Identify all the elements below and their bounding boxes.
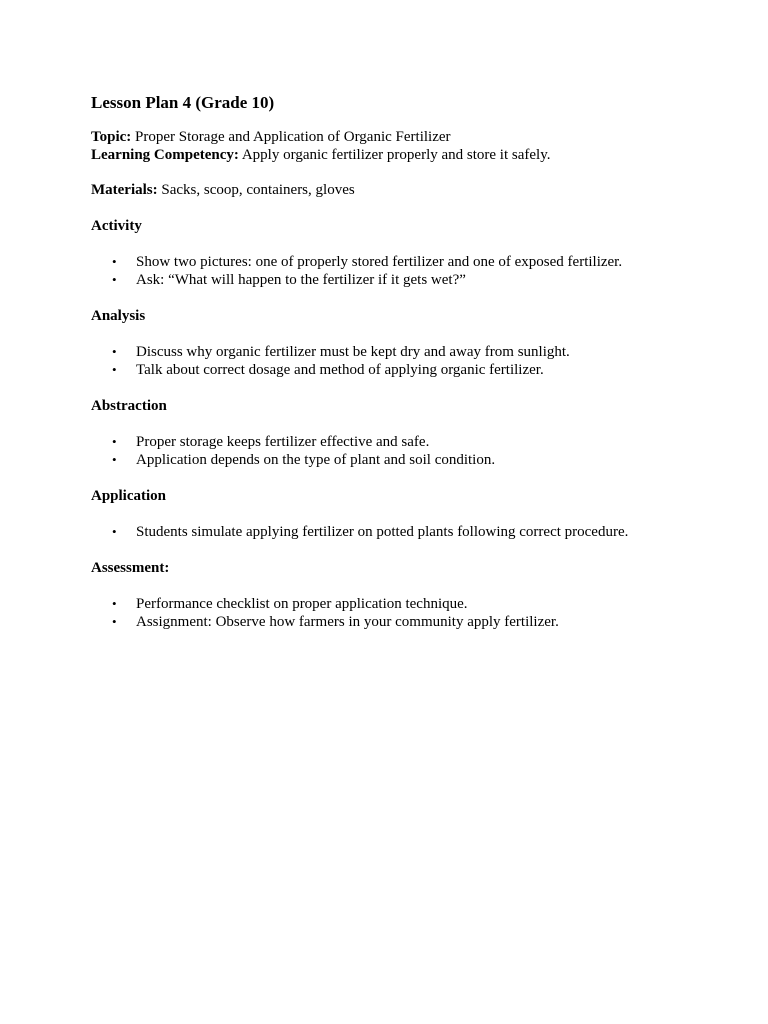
bullet-icon: •	[112, 596, 117, 611]
list-item	[91, 253, 711, 271]
list-item-text: Ask: “What will happen to the fertilizer if it gets wet?”	[136, 272, 466, 288]
list-item	[91, 595, 711, 613]
analysis-list	[91, 343, 711, 379]
materials-value: Sacks, scoop, containers, gloves	[161, 182, 355, 198]
list-item	[91, 613, 711, 631]
application-list	[91, 523, 711, 541]
abstraction-list	[91, 433, 711, 469]
list-item	[91, 523, 711, 541]
bullet-icon: •	[112, 434, 117, 449]
list-item	[91, 361, 711, 379]
list-item-text: Proper storage keeps fertilizer effective and safe.	[136, 434, 430, 450]
bullet-icon: •	[112, 614, 117, 629]
bullet-icon: •	[112, 524, 117, 539]
section-heading-application: Application	[91, 488, 167, 504]
list-item-text: Show two pictures: one of properly stored fertilizer and one of exposed fertilizer.	[136, 254, 623, 270]
bullet-icon: •	[112, 254, 117, 269]
materials-label: Materials:	[91, 182, 158, 198]
list-item-text: Assignment: Observe how farmers in your community apply fertilizer.	[136, 614, 559, 630]
list-item-text: Performance checklist on proper application technique.	[136, 596, 468, 612]
bullet-icon: •	[112, 344, 117, 359]
section-heading-analysis: Analysis	[91, 308, 146, 324]
list-item-text: Application depends on the type of plant and soil condition.	[136, 452, 496, 468]
list-item-text: Discuss why organic fertilizer must be kept dry and away from sunlight.	[136, 344, 570, 360]
assessment-list	[91, 595, 711, 631]
competency-label: Learning Competency:	[91, 147, 239, 163]
bullet-icon: •	[112, 452, 117, 467]
document-body	[91, 92, 711, 631]
bullet-icon: •	[112, 272, 117, 287]
section-heading-assessment: Assessment:	[91, 560, 170, 576]
competency-line	[91, 146, 711, 164]
section-heading-activity: Activity	[91, 218, 142, 234]
list-item-text: Students simulate applying fertilizer on potted plants following correct procedure.	[136, 524, 629, 540]
materials-line	[91, 181, 711, 199]
page-title: Lesson Plan 4 (Grade 10)	[91, 93, 275, 112]
competency-value: Apply organic fertilizer properly and store it safely.	[241, 147, 551, 163]
list-item	[91, 451, 711, 469]
list-item	[91, 343, 711, 361]
list-item-text: Talk about correct dosage and method of applying organic fertilizer.	[136, 362, 544, 378]
list-item	[91, 433, 711, 451]
topic-label: Topic:	[91, 129, 132, 145]
activity-list	[91, 253, 711, 289]
topic-value: Proper Storage and Application of Organic Fertilizer	[135, 129, 451, 145]
bullet-icon: •	[112, 362, 117, 377]
list-item	[91, 271, 711, 289]
topic-line	[91, 128, 711, 146]
section-heading-abstraction: Abstraction	[91, 398, 167, 414]
